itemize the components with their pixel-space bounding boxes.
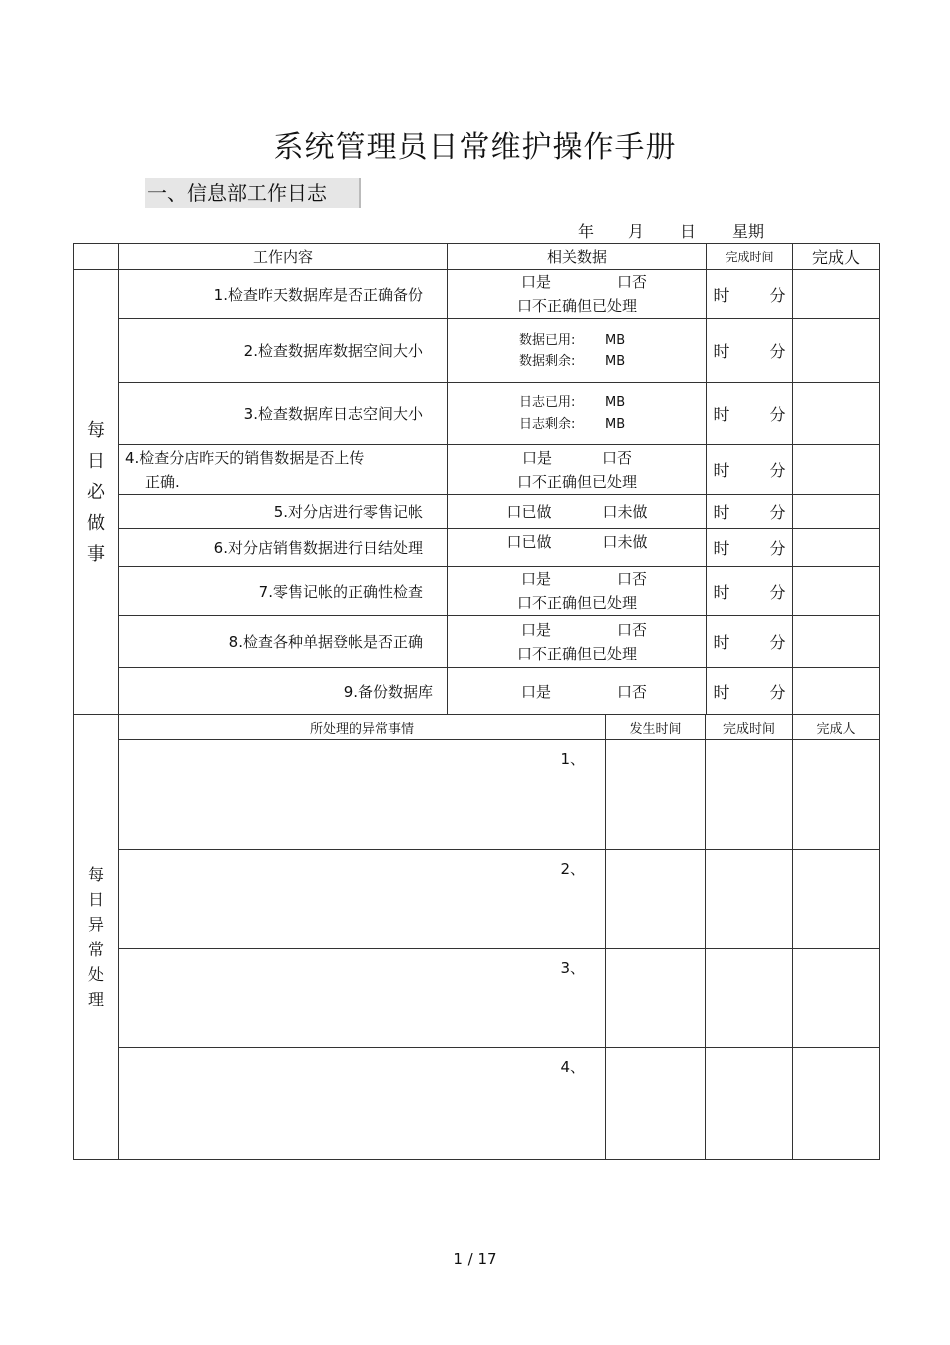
exception-row bbox=[74, 949, 880, 1048]
task-data bbox=[448, 668, 707, 715]
unit-label: MB bbox=[605, 394, 626, 410]
left-label: 日志剩余: bbox=[519, 416, 576, 432]
no-checkbox[interactable]: 口否 bbox=[616, 273, 647, 291]
task-data bbox=[448, 383, 707, 445]
used-label: 数据已用: bbox=[519, 332, 576, 348]
task-time: 时 分 bbox=[707, 445, 793, 495]
task-time: 时 分 bbox=[707, 529, 793, 567]
exception-row bbox=[74, 850, 880, 949]
exception-person[interactable] bbox=[793, 1048, 880, 1160]
task-time: 时 分 bbox=[707, 495, 793, 529]
unit-label: MB bbox=[605, 353, 626, 369]
unit-label: MB bbox=[605, 416, 626, 432]
not-done-checkbox[interactable]: 口未做 bbox=[602, 503, 648, 521]
task-person[interactable] bbox=[793, 668, 880, 715]
task-data bbox=[448, 495, 707, 529]
task-row bbox=[74, 529, 880, 567]
page-title: 系统管理员日常维护操作手册 bbox=[273, 130, 677, 165]
exception-table bbox=[73, 714, 880, 1160]
exception-time[interactable] bbox=[706, 1048, 793, 1160]
header-time: 完成时间 bbox=[707, 244, 793, 270]
task-person[interactable] bbox=[793, 270, 880, 319]
task-data bbox=[448, 567, 707, 616]
header-exc-person: 完成人 bbox=[793, 715, 880, 740]
task-person[interactable] bbox=[793, 567, 880, 616]
header-content: 工作内容 bbox=[119, 244, 448, 270]
header-person: 完成人 bbox=[793, 244, 880, 270]
task-person[interactable] bbox=[793, 445, 880, 495]
exception-event[interactable]: 4、 bbox=[119, 1048, 606, 1160]
exception-occurred[interactable] bbox=[606, 949, 706, 1048]
task-data bbox=[448, 270, 707, 319]
exception-person[interactable] bbox=[793, 850, 880, 949]
task-time: 时 分 bbox=[707, 668, 793, 715]
yes-checkbox[interactable]: 口是 bbox=[520, 682, 551, 701]
yes-checkbox[interactable]: 口是 bbox=[520, 273, 551, 291]
exception-occurred[interactable] bbox=[606, 740, 706, 850]
task-row bbox=[74, 668, 880, 715]
handled-checkbox[interactable]: 口不正确但已处理 bbox=[516, 594, 637, 612]
task-time: 时 分 bbox=[707, 270, 793, 319]
handled-checkbox[interactable]: 口不正确但已处理 bbox=[516, 644, 637, 663]
header-occurred: 发生时间 bbox=[606, 715, 706, 740]
header-data: 相关数据 bbox=[448, 244, 707, 270]
task-row bbox=[74, 383, 880, 445]
section-heading: 一、信息部工作日志 bbox=[145, 178, 361, 208]
task-person[interactable] bbox=[793, 495, 880, 529]
left-label: 数据剩余: bbox=[519, 353, 576, 369]
header-events: 所处理的异常事情 bbox=[119, 715, 606, 740]
task-person[interactable] bbox=[793, 529, 880, 567]
no-checkbox[interactable]: 口否 bbox=[601, 448, 632, 467]
task-text: 4.检查分店昨天的销售数据是否上传 正确. bbox=[119, 445, 448, 495]
done-checkbox[interactable]: 口已做 bbox=[506, 503, 552, 521]
task-data bbox=[448, 616, 707, 668]
task-person[interactable] bbox=[793, 383, 880, 445]
page-number: 1 / 17 bbox=[453, 1250, 497, 1268]
exception-time[interactable] bbox=[706, 949, 793, 1048]
header-exc-time: 完成时间 bbox=[706, 715, 793, 740]
not-done-checkbox[interactable]: 口未做 bbox=[602, 533, 648, 551]
unit-label: MB bbox=[605, 332, 626, 348]
task-text: 7.零售记帐的正确性检查 bbox=[119, 567, 448, 616]
exception-occurred[interactable] bbox=[606, 850, 706, 949]
task-time: 时 分 bbox=[707, 567, 793, 616]
task-text: 2.检查数据库数据空间大小 bbox=[119, 319, 448, 383]
task-text: 9.备份数据库 bbox=[119, 668, 448, 715]
exception-occurred[interactable] bbox=[606, 1048, 706, 1160]
exception-person[interactable] bbox=[793, 740, 880, 850]
exception-event[interactable]: 3、 bbox=[119, 949, 606, 1048]
exception-time[interactable] bbox=[706, 850, 793, 949]
task-row bbox=[74, 567, 880, 616]
yes-checkbox[interactable]: 口是 bbox=[520, 570, 551, 588]
yes-checkbox[interactable]: 口是 bbox=[521, 448, 552, 467]
task-time: 时 分 bbox=[707, 383, 793, 445]
date-year: 年 bbox=[578, 222, 595, 241]
exception-person[interactable] bbox=[793, 949, 880, 1048]
task-text: 1.检查昨天数据库是否正确备份 bbox=[119, 270, 448, 319]
exception-event[interactable]: 1、 bbox=[119, 740, 606, 850]
task-row bbox=[74, 319, 880, 383]
header-blank bbox=[74, 244, 119, 270]
exception-label: 每 日 异 常 处 理 bbox=[74, 715, 119, 1160]
date-weekday: 星期 bbox=[732, 222, 765, 241]
task-row bbox=[74, 445, 880, 495]
task-row bbox=[74, 270, 880, 319]
no-checkbox[interactable]: 口否 bbox=[616, 682, 647, 701]
task-time: 时 分 bbox=[707, 319, 793, 383]
date-month: 月 bbox=[628, 222, 645, 241]
yes-checkbox[interactable]: 口是 bbox=[520, 620, 551, 639]
task-row bbox=[74, 616, 880, 668]
task-row bbox=[74, 495, 880, 529]
task-data bbox=[448, 319, 707, 383]
exception-row bbox=[74, 740, 880, 850]
task-person[interactable] bbox=[793, 319, 880, 383]
task-time: 时 分 bbox=[707, 616, 793, 668]
no-checkbox[interactable]: 口否 bbox=[616, 570, 647, 588]
handled-checkbox[interactable]: 口不正确但已处理 bbox=[516, 297, 637, 315]
task-data bbox=[448, 445, 707, 495]
exception-time[interactable] bbox=[706, 740, 793, 850]
task-text: 8.检查各种单据登帐是否正确 bbox=[119, 616, 448, 668]
exception-row bbox=[74, 1048, 880, 1160]
daily-tasks-table bbox=[73, 243, 880, 715]
date-day: 日 bbox=[680, 222, 697, 241]
exception-event[interactable]: 2、 bbox=[119, 850, 606, 949]
task-text: 3.检查数据库日志空间大小 bbox=[119, 383, 448, 445]
no-checkbox[interactable]: 口否 bbox=[616, 620, 647, 639]
task-text: 6.对分店销售数据进行日结处理 bbox=[119, 529, 448, 567]
task-text: 5.对分店进行零售记帐 bbox=[119, 495, 448, 529]
task-data bbox=[448, 529, 707, 567]
daily-label: 每 日 必 做 事 bbox=[74, 270, 119, 715]
handled-checkbox[interactable]: 口不正确但已处理 bbox=[516, 472, 637, 491]
used-label: 日志已用: bbox=[519, 394, 576, 410]
task-person[interactable] bbox=[793, 616, 880, 668]
done-checkbox[interactable]: 口已做 bbox=[506, 533, 552, 551]
